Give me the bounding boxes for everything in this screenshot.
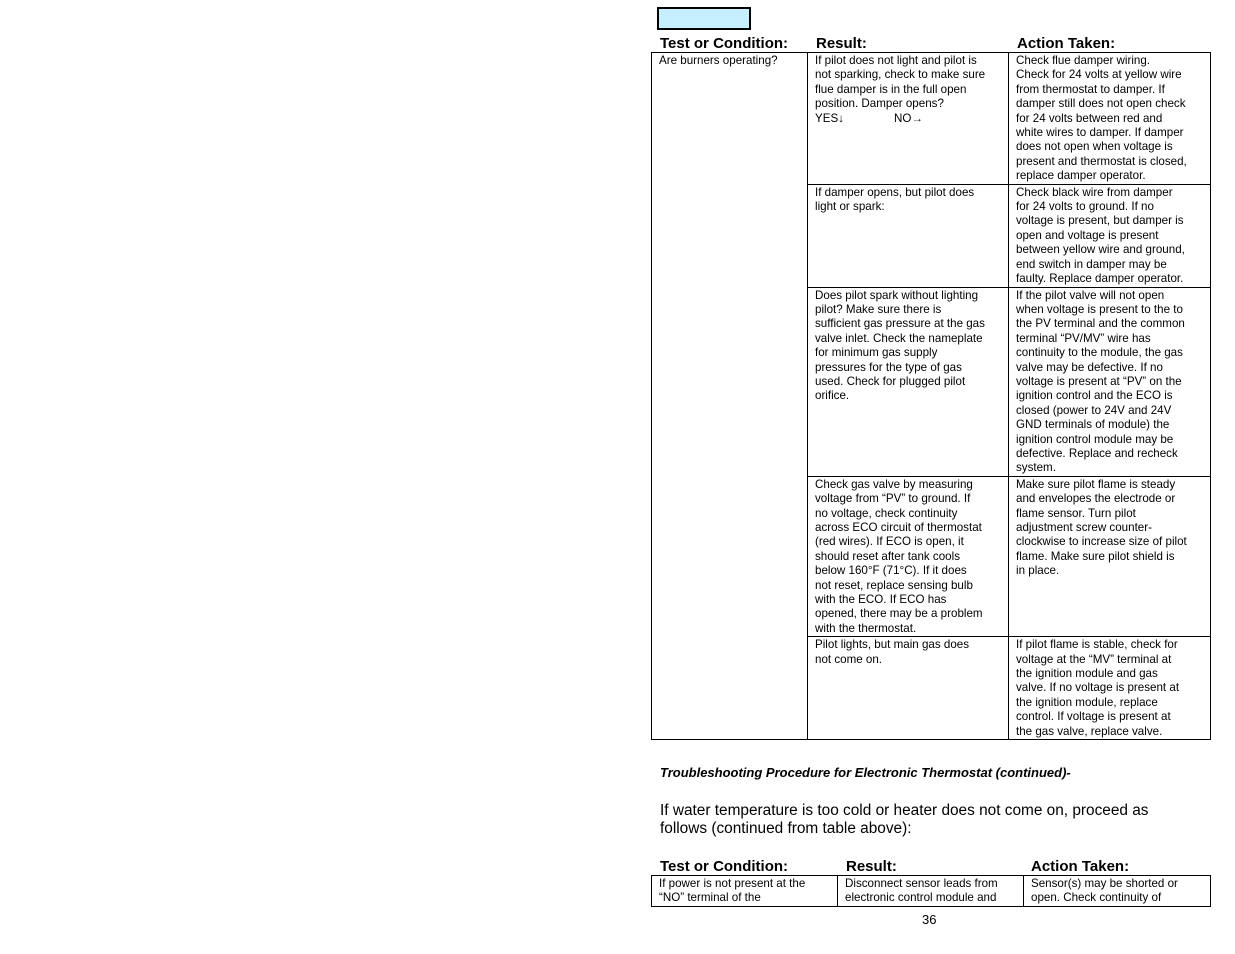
text-line: the PV terminal and the common: [1016, 317, 1185, 331]
text-line: sufficient gas pressure at the gas: [815, 317, 985, 331]
text-line: damper still does not open check: [1016, 97, 1186, 111]
result-cell: [808, 184, 1009, 287]
result-cell: [838, 876, 1024, 907]
text-line: Check gas valve by measuring: [815, 477, 973, 491]
text-line: not come on.: [815, 652, 883, 666]
text-line: light or spark:: [815, 200, 885, 214]
text-line: for minimum gas supply: [815, 346, 938, 360]
text-line: white wires to damper. If damper: [1016, 126, 1184, 140]
text-line: valve. If no voltage is present at: [1016, 681, 1180, 695]
no-label: NO→: [894, 111, 923, 125]
text-line: voltage at the “MV” terminal at: [1016, 652, 1172, 666]
text-line: voltage is present at “PV” on the: [1016, 374, 1182, 388]
text-line: Check flue damper wiring.: [1016, 54, 1151, 67]
action-cell: [1009, 287, 1211, 476]
text-line: continuity to the module, the gas: [1016, 346, 1183, 360]
intro-line: If water temperature is too cold or heater does not come on, proceed as: [660, 802, 1149, 819]
text-line: the gas valve, replace valve.: [1016, 724, 1163, 738]
text-line: If pilot flame is stable, check for: [1016, 638, 1178, 652]
text-line: If pilot does not light and pilot is: [815, 54, 977, 67]
action-cell: [1024, 876, 1211, 907]
troubleshooting-table: [651, 52, 1211, 740]
section-title: Troubleshooting Procedure for Electronic Thermostat (continued)-: [660, 765, 1071, 780]
header-test-condition: Test or Condition:: [660, 35, 789, 52]
text-line: used. Check for plugged pilot: [815, 374, 966, 388]
action-cell: [1009, 637, 1211, 740]
text-line: Does pilot spark without lighting: [815, 288, 979, 302]
text-line: not reset, replace sensing bulb: [815, 578, 973, 592]
header-action-taken-2: Action Taken:: [1031, 858, 1130, 875]
text-line: valve inlet. Check the nameplate: [815, 331, 983, 345]
text-line: defective. Replace and recheck: [1016, 446, 1178, 460]
condition-cell: [652, 53, 808, 740]
troubleshooting-table-2: [651, 875, 1211, 907]
text-line: does not open when voltage is: [1016, 140, 1173, 154]
text-line: from thermostat to damper. If: [1016, 82, 1165, 96]
action-cell: [1009, 184, 1211, 287]
text-line: faulty. Replace damper operator.: [1016, 272, 1184, 286]
text-line: the ignition module, replace: [1016, 695, 1158, 709]
condition-text: Are burners operating?: [659, 54, 778, 67]
text-line: Check black wire from damper: [1016, 185, 1173, 199]
text-line: terminal “PV/MV” wire has: [1016, 331, 1151, 345]
text-line: ignition control module may be: [1016, 432, 1174, 446]
text-line: and envelopes the electrode or: [1016, 492, 1176, 506]
header-test-condition-2: Test or Condition:: [660, 858, 789, 875]
text-line: no voltage, check continuity: [815, 506, 958, 520]
text-line: across ECO circuit of thermostat: [815, 521, 982, 534]
text-line: (red wires). If ECO is open, it: [815, 535, 964, 549]
text-line: ignition control and the ECO is: [1016, 389, 1173, 403]
text-line: the ignition module and gas: [1016, 667, 1158, 681]
yes-no-line: [815, 112, 1002, 126]
table-row: [652, 53, 1211, 185]
text-line: below 160°F (71°C). If it does: [815, 564, 967, 578]
text-line: If the pilot valve will not open: [1016, 288, 1165, 302]
yes-label: YES↓: [815, 111, 844, 125]
text-line: in place.: [1016, 564, 1060, 578]
text-line: when voltage is present to the to: [1016, 302, 1183, 316]
result-cell: [808, 53, 1009, 185]
text-line: not sparking, check to make sure: [815, 68, 986, 82]
text-line: GND terminals of module) the: [1016, 418, 1170, 432]
header-result-2: Result:: [846, 858, 897, 875]
text-line: for 24 volts to ground. If no: [1016, 200, 1154, 214]
header-action-taken: Action Taken:: [1017, 35, 1116, 52]
intro-paragraph: [660, 802, 1149, 838]
text-line: with the thermostat.: [815, 621, 917, 635]
text-line: electronic control module and: [845, 891, 997, 905]
text-line: pilot? Make sure there is: [815, 302, 942, 316]
text-line: flue damper is in the full open: [815, 82, 967, 96]
text-line: present and thermostat is closed,: [1016, 154, 1187, 168]
text-line: end switch in damper may be: [1016, 257, 1167, 271]
text-line: voltage from “PV” to ground. If: [815, 492, 971, 506]
result-cell: [808, 287, 1009, 476]
action-cell: [1009, 53, 1211, 185]
text-line: Pilot lights, but main gas does: [815, 638, 970, 652]
text-line: Sensor(s) may be shorted or: [1031, 877, 1178, 890]
action-cell: [1009, 476, 1211, 636]
text-line: orifice.: [815, 389, 850, 403]
result-cell: [808, 476, 1009, 636]
text-line: for 24 volts between red and: [1016, 111, 1163, 125]
header-result: Result:: [816, 35, 867, 52]
text-line: adjustment screw counter-: [1016, 521, 1152, 534]
text-line: flame. Make sure pilot shield is: [1016, 549, 1175, 563]
blue-highlight-box: [657, 7, 751, 30]
text-line: between yellow wire and ground,: [1016, 243, 1185, 257]
text-line: If power is not present at the: [659, 877, 806, 890]
text-line: valve may be defective. If no: [1016, 360, 1163, 374]
text-line: replace damper operator.: [1016, 169, 1146, 183]
condition-cell: [652, 876, 838, 907]
text-line: If damper opens, but pilot does: [815, 185, 975, 199]
page-number: 36: [922, 912, 937, 927]
text-line: clockwise to increase size of pilot: [1016, 535, 1187, 549]
text-line: open and voltage is present: [1016, 228, 1159, 242]
intro-line: follows (continued from table above):: [660, 820, 912, 837]
text-line: opened, there may be a problem: [815, 607, 983, 621]
text-line: system.: [1016, 461, 1056, 475]
result-cell: [808, 637, 1009, 740]
text-line: control. If voltage is present at: [1016, 710, 1171, 724]
text-line: flame sensor. Turn pilot: [1016, 506, 1136, 520]
text-line: “NO” terminal of the: [659, 891, 761, 905]
text-line: position. Damper opens?: [815, 97, 944, 111]
text-line: Check for 24 volts at yellow wire: [1016, 68, 1182, 82]
text-line: open. Check continuity of: [1031, 891, 1162, 905]
text-line: voltage is present, but damper is: [1016, 214, 1184, 228]
text-line: pressures for the type of gas: [815, 360, 962, 374]
text-line: should reset after tank cools: [815, 549, 961, 563]
text-line: Make sure pilot flame is steady: [1016, 477, 1176, 491]
text-line: Disconnect sensor leads from: [845, 877, 998, 890]
table-row: [652, 876, 1211, 907]
text-line: closed (power to 24V and 24V: [1016, 403, 1172, 417]
text-line: with the ECO. If ECO has: [815, 593, 947, 607]
